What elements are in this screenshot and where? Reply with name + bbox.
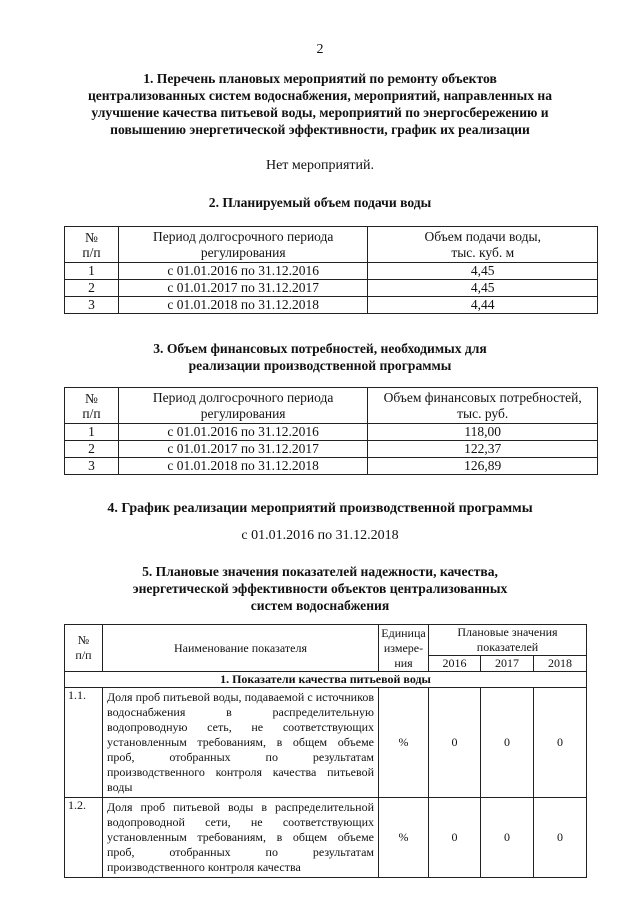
header-num: № п/п — [65, 625, 103, 672]
section3-title-line: 3. Объем финансовых потребностей, необходимых для — [153, 341, 487, 356]
table-row — [65, 798, 587, 878]
group-row — [65, 672, 587, 688]
section1-title-line: 1. Перечень плановых мероприятий по ремонту объектов — [143, 71, 497, 86]
indicators-table — [64, 624, 587, 878]
section1-title-line: централизованных систем водоснабжения, мероприятий, направленных на — [87, 88, 553, 103]
header-year: 2016 — [429, 656, 481, 672]
row-num: 2 — [65, 280, 119, 297]
section1-text: Нет мероприятий. — [265, 158, 375, 173]
section4-text: с 01.01.2016 по 31.12.2018 — [241, 528, 399, 543]
table-row — [65, 688, 587, 798]
row-name: Доля проб питьевой воды, подаваемой с источников водоснабжения в распределительную водопроводную сеть, не соответствующих установленным требованиям, в общем объеме проб, отобранных по результатам производственного контроля качества питьевой воды — [103, 688, 379, 798]
row-period: с 01.01.2017 по 31.12.2017 — [118, 280, 368, 297]
header-volume: Объем подачи воды, тыс. куб. м — [368, 227, 598, 263]
row-num: 1.2. — [65, 798, 103, 878]
row-name: Доля проб питьевой воды в распределительной водопроводной сети, не соответствующих установленным требованиям, в общем объеме проб, отобранных по результатам производственного контроля качества — [103, 798, 379, 878]
row-period: с 01.01.2016 по 31.12.2016 — [118, 263, 368, 280]
table-header-row — [65, 388, 598, 424]
row-value-2016: 0 — [429, 688, 481, 798]
table-row — [65, 297, 598, 314]
section5-title-line: энергетической эффективности объектов централизованных — [132, 581, 508, 596]
row-value: 118,00 — [368, 424, 598, 441]
header-period: Период долгосрочного периода регулирования — [118, 388, 368, 424]
row-value: 4,45 — [368, 263, 598, 280]
row-period: с 01.01.2018 по 31.12.2018 — [118, 297, 368, 314]
table-header-row — [65, 625, 587, 656]
header-name: Наименование показателя — [103, 625, 379, 672]
table-row — [65, 280, 598, 297]
group-title: 1. Показатели качества питьевой воды — [65, 672, 587, 688]
row-value: 4,44 — [368, 297, 598, 314]
row-value-2017: 0 — [481, 688, 534, 798]
header-unit: Единица измере- ния — [379, 625, 429, 672]
row-num: 1.1. — [65, 688, 103, 798]
section3-title — [0, 340, 640, 374]
row-num: 1 — [65, 263, 119, 280]
header-num: № п/п — [65, 227, 119, 263]
section3-title-line: реализации производственной программы — [188, 358, 452, 373]
section4-title: 4. График реализации мероприятий производственной программы — [107, 501, 533, 516]
page-number: 2 — [316, 42, 324, 57]
section1-title-line: улучшение качества питьевой воды, мероприятий по энергосбережению и — [91, 105, 549, 120]
header-year: 2017 — [481, 656, 534, 672]
row-value-2017: 0 — [481, 798, 534, 878]
header-period: Период долгосрочного периода регулирования — [118, 227, 368, 263]
section5-title-line: 5. Плановые значения показателей надежности, качества, — [142, 564, 498, 579]
row-num: 3 — [65, 458, 119, 475]
header-year: 2018 — [534, 656, 587, 672]
supply-volume-table — [64, 226, 598, 314]
row-period: с 01.01.2018 по 31.12.2018 — [118, 458, 368, 475]
section2-title: 2. Планируемый объем подачи воды — [208, 195, 432, 210]
table-row — [65, 263, 598, 280]
row-value-2018: 0 — [534, 798, 587, 878]
row-period: с 01.01.2016 по 31.12.2016 — [118, 424, 368, 441]
section5-title-line: систем водоснабжения — [250, 598, 390, 613]
table-row — [65, 458, 598, 475]
row-num: 1 — [65, 424, 119, 441]
row-unit: % — [379, 798, 429, 878]
section1-title-line: повышению энергетической эффективности, график их реализации — [110, 122, 530, 137]
section1-title — [0, 70, 640, 138]
table-row — [65, 424, 598, 441]
table-row — [65, 441, 598, 458]
row-value: 122,37 — [368, 441, 598, 458]
table-header-row — [65, 227, 598, 263]
header-planned: Плановые значения показателей — [429, 625, 587, 656]
row-num: 2 — [65, 441, 119, 458]
row-unit: % — [379, 688, 429, 798]
row-value: 126,89 — [368, 458, 598, 475]
row-period: с 01.01.2017 по 31.12.2017 — [118, 441, 368, 458]
row-num: 3 — [65, 297, 119, 314]
header-finance: Объем финансовых потребностей, тыс. руб. — [368, 388, 598, 424]
financial-needs-table — [64, 387, 598, 475]
section5-title — [0, 563, 640, 614]
header-num: № п/п — [65, 388, 119, 424]
row-value: 4,45 — [368, 280, 598, 297]
row-value-2016: 0 — [429, 798, 481, 878]
row-value-2018: 0 — [534, 688, 587, 798]
